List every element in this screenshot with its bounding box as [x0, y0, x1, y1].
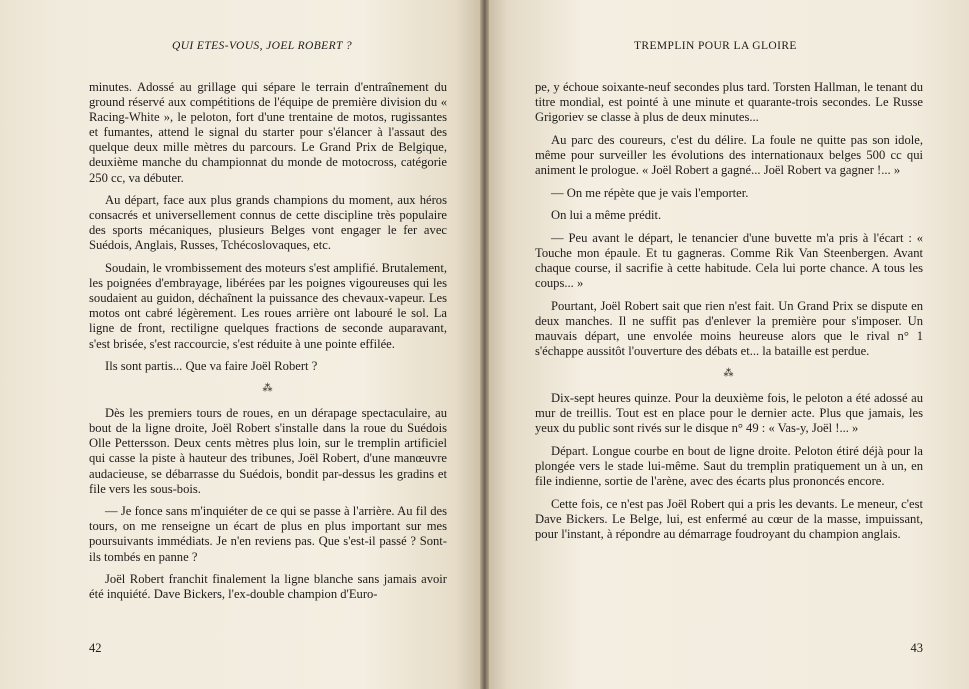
- page-number-left: 42: [89, 641, 102, 655]
- paragraph: Joël Robert franchit finalement la ligne blanche sans jamais avoir été inquiété. Dave Bickers, l'ex-double champion d'Euro-: [89, 572, 447, 602]
- right-page: [484, 0, 969, 689]
- section-break-asterism: ⁂: [262, 383, 274, 395]
- paragraph: Dès les premiers tours de roues, en un dérapage spectaculaire, au bout de la ligne droite, Joël Robert s'installe dans la roue du Suédois Olle Pettersson. Deux cents mètres plus loin, sur le tremplin artificiel qui casse la piste à hauteur des tribunes, Joël Robert, d'une manœuvre audacieuse, se débarrasse du Suédois, bondit par-dessus les gradins et file vers les sous-bois.: [89, 406, 447, 496]
- paragraph: — Je fonce sans m'inquiéter de ce qui se passe à l'arrière. Au fil des tours, on me renseigne un écart de plus en plus important sur mes poursuivants immédiats. Je n'en reviens pas. Que s'est-il passé ? Sont-ils tombés en panne ?: [89, 504, 447, 564]
- book-gutter: [480, 0, 489, 689]
- paragraph: — On me répète que je vais l'emporter.: [551, 185, 749, 200]
- left-page: [0, 0, 484, 689]
- running-head-left: QUI ETES-VOUS, JOEL ROBERT ?: [172, 40, 353, 52]
- paragraph: Cette fois, ce n'est pas Joël Robert qui a pris les devants. Le meneur, c'est Dave Bickers. Le Belge, lui, est enfermé au cœur de la masse, impuissant, pour l'instant, à répondre au démarrage foudroyant du champion anglais.: [535, 496, 923, 541]
- paragraph: Départ. Longue courbe en bout de ligne droite. Peloton étiré déjà pour la plongée vers le stade lui-même. Saut du tremplin pratiquement un à un, en file indienne, sortie de l'arène, avec des écarts plus prononcés encore.: [535, 443, 923, 488]
- paragraph: Au départ, face aux plus grands champions du moment, aux héros consacrés et universellement connus de cette discipline très populaire des sports mécaniques, plusieurs Belges vont engager le fer avec Suédois, Anglais, Russes, Tchécoslovaques, etc.: [89, 193, 447, 253]
- page-number-right: 43: [910, 641, 923, 655]
- running-head-right: TREMPLIN POUR LA GLOIRE: [634, 40, 797, 52]
- paragraph: — Peu avant le départ, le tenancier d'une buvette m'a pris à l'écart : « Touche mon épaule. Et tu gagneras. Comme Rik Van Steenbergen. Avant chaque course, il sacrifie à cette habitude. Cela lui porte chance. A tous les coups... »: [535, 230, 923, 291]
- paragraph: pe, y échoue soixante-neuf secondes plus tard. Torsten Hallman, le tenant du titre mondial, est pointé à une minute et quarante-trois secondes. Le Russe Grigoriev se classe à plus de deux minutes...: [535, 80, 923, 125]
- section-break-asterism: ⁂: [723, 368, 735, 379]
- paragraph: On lui a même prédit.: [551, 208, 662, 223]
- paragraph: Dix-sept heures quinze. Pour la deuxième fois, le peloton a été adossé au mur de treillis. Tout est en place pour le dernier acte. Plus que jamais, les yeux du public sont rivés sur le disque n° 49 : « Vas-y, Joël !... »: [535, 391, 923, 436]
- paragraph: Pourtant, Joël Robert sait que rien n'est fait. Un Grand Prix se dispute en deux manches. Il ne suffit pas d'enlever la première pour s'imposer. Un mauvais départ, une envolée moins heureuse alors que le rival n° 1 s'échappe aussitôt l'ouverture des débats et... la bataille est perdue.: [535, 298, 923, 358]
- left-page-text: [89, 80, 447, 610]
- paragraph: Ils sont partis... Que va faire Joël Robert ?: [105, 359, 318, 374]
- paragraph: Au parc des coureurs, c'est du délire. La foule ne quitte pas son idole, même pour surveiller les évolutions des internationaux belges 500 cc qui animent le prologue. « Joël Robert a gagné... Joël Robert va gagner !... »: [535, 132, 923, 177]
- right-page-text: [535, 80, 923, 549]
- paragraph: Soudain, le vrombissement des moteurs s'est amplifié. Brutalement, les poignées d'embrayage, libérées par les poignes vigoureuses qui les soudaient au guidon, déchaînent la puissance des chevaux-vapeur. Les motos ont cabré légèrement. Les roues arrière ont labouré le sol. La ligne de front, rectiligne quelques fractions de seconde auparavant, s'est brisée, s'est raccourcie, s'est réduite à une pointe effilée.: [89, 261, 447, 351]
- paragraph: minutes. Adossé au grillage qui sépare le terrain d'entraînement du ground réservé aux compétitions de l'équipe de première division du « Racing-White », le peloton, fort d'une trentaine de motos, rugissantes et fumantes, attend le signal du starter pour s'élancer à l'assaut des quelque deux mille mètres du parcours. Le Grand Prix de Belgique, deuxième manche du championnat du monde de motocross, catégorie 250 cc, va débuter.: [89, 80, 447, 185]
